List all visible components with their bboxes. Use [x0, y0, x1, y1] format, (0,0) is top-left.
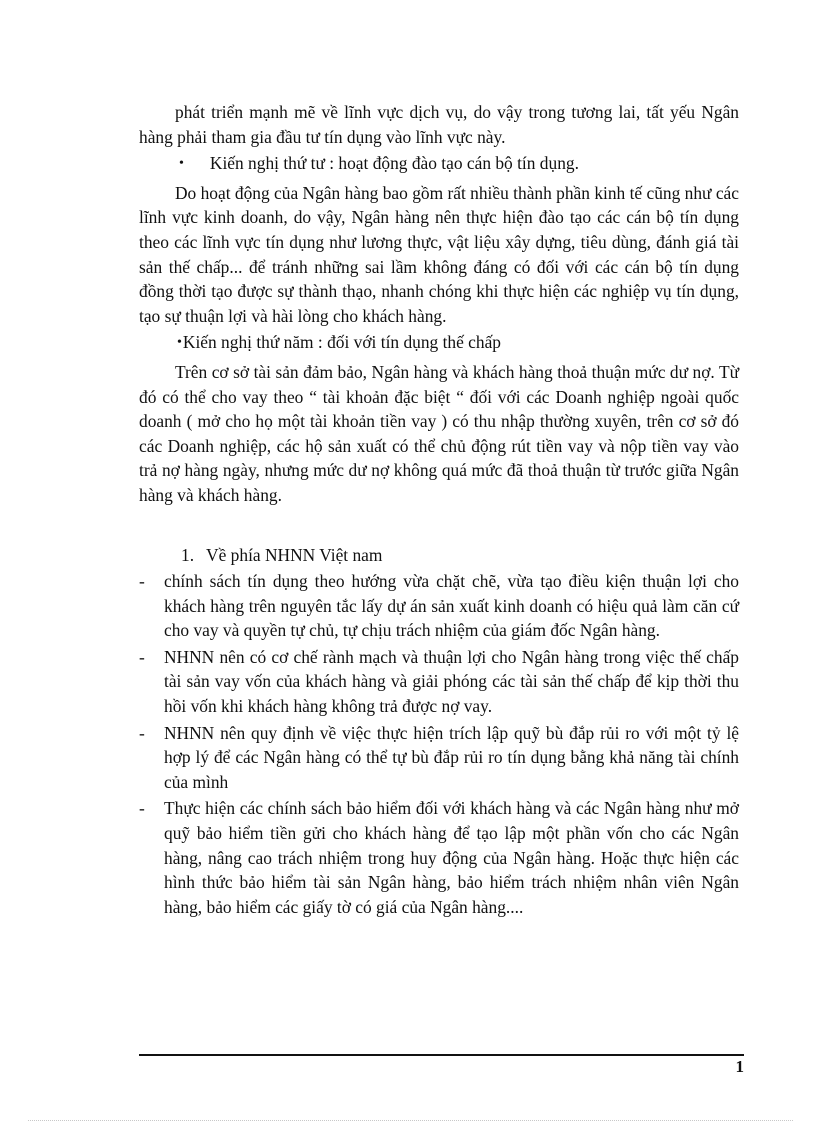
recommendation-list [139, 569, 739, 919]
dash-marker: - [139, 798, 145, 819]
list-item-text: NHNN nên có cơ chế rành mạch và thuận lợi cho Ngân hàng trong việc thế chấp tài sản vay vốn của khách hàng và giải phóng các tài sản thế chấp để kịp thời thu hồi vốn khi khách hàng không trả được nợ vay. [164, 646, 739, 717]
list-item [139, 721, 739, 795]
footer-rule [139, 1054, 744, 1056]
bullet-icon: • [179, 156, 184, 172]
bullet-icon: • [177, 335, 182, 351]
list-item [139, 645, 739, 719]
list-item-text: NHNN nên quy định về việc thực hiện trích lập quỹ bù đắp rủi ro với một tỷ lệ hợp lý để các Ngân hàng có thể tự bù đắp rủi ro tín dụng bằng khả năng tài chính của mình [164, 722, 739, 792]
paragraph-2: Do hoạt động của Ngân hàng bao gồm rất nhiều thành phần kinh tế cũng như các lĩnh vực kinh doanh, do vậy, Ngân hàng nên thực hiện đào tạo các cán bộ tín dụng theo các lĩnh vực tín dụng như lương thực, vật liệu xây dựng, tiêu dùng, đánh giá tài sản thế chấp... để tránh những sai lầm không đáng có đối với các cán bộ tín dụng đồng thời tạo được sự thành thạo, nhanh chóng khi thực hiện các nghiệp vụ tín dụng, tạo sự thuận lợi và hài lòng cho khách hàng. [139, 182, 739, 326]
page-bottom-border [28, 1120, 793, 1121]
paragraph-1: phát triển mạnh mẽ về lĩnh vực dịch vụ, do vậy trong tương lai, tất yếu Ngân hàng phải tham gia đầu tư tín dụng vào lĩnh vực này. [139, 102, 739, 147]
bullet-text: Kiến nghị thứ tư : hoạt động đào tạo cán bộ tín dụng. [209, 153, 579, 174]
dash-marker: - [139, 571, 145, 592]
section-number: 1. [181, 544, 195, 565]
dash-marker: - [139, 646, 145, 667]
page-number: 1 [735, 1057, 744, 1076]
dash-marker: - [139, 722, 145, 743]
list-item [139, 796, 739, 919]
list-item-text: Thực hiện các chính sách bảo hiểm đối với khách hàng và các Ngân hàng như mở quỹ bảo hiểm tiền gửi cho khách hàng để tạo lập một phần vốn cho các Ngân hàng, nâng cao trách nhiệm trong huy động của Ngân hàng. Hoặc thực hiện các hình thức bảo hiểm tài sản Ngân hàng, bảo hiểm trách nhiệm nhân viên Ngân hàng, bảo hiểm các giấy tờ có giá của Ngân hàng.... [164, 798, 739, 917]
section-heading [181, 543, 739, 568]
list-item-text: chính sách tín dụng theo hướng vừa chặt chẽ, vừa tạo điều kiện thuận lợi cho khách hàng trên nguyên tắc lấy dự án sản xuất kinh doanh có hiệu quả làm căn cứ cho vay và quyền tự chủ, tự chịu trách nhiệm của giám đốc Ngân hàng. [164, 571, 739, 641]
list-item [139, 569, 739, 643]
paragraph-3: Trên cơ sở tài sản đảm bảo, Ngân hàng và khách hàng thoả thuận mức dư nợ. Từ đó có thể cho vay theo “ tài khoản đặc biệt “ đối với các Doanh nghiệp ngoài quốc doanh ( mở cho họ một tài khoản tiền vay ) có thu nhập thường xuyên, trên cơ sở đó các Doanh nghiệp, các hộ sản xuất có thể chủ động rút tiền vay và nộp tiền vay vào trả nợ hàng ngày, nhưng mức dư nợ không quá mức đã thoả thuận từ trước giữa Ngân hàng và khách hàng. [139, 361, 739, 505]
bullet-recommendation-4 [139, 151, 739, 179]
document-body [139, 100, 739, 919]
bullet-recommendation-5 [139, 330, 739, 358]
bullet-text: Kiến nghị thứ năm : đối với tín dụng thế chấp [182, 332, 501, 353]
section-title: Về phía NHNN Việt nam [206, 544, 383, 565]
